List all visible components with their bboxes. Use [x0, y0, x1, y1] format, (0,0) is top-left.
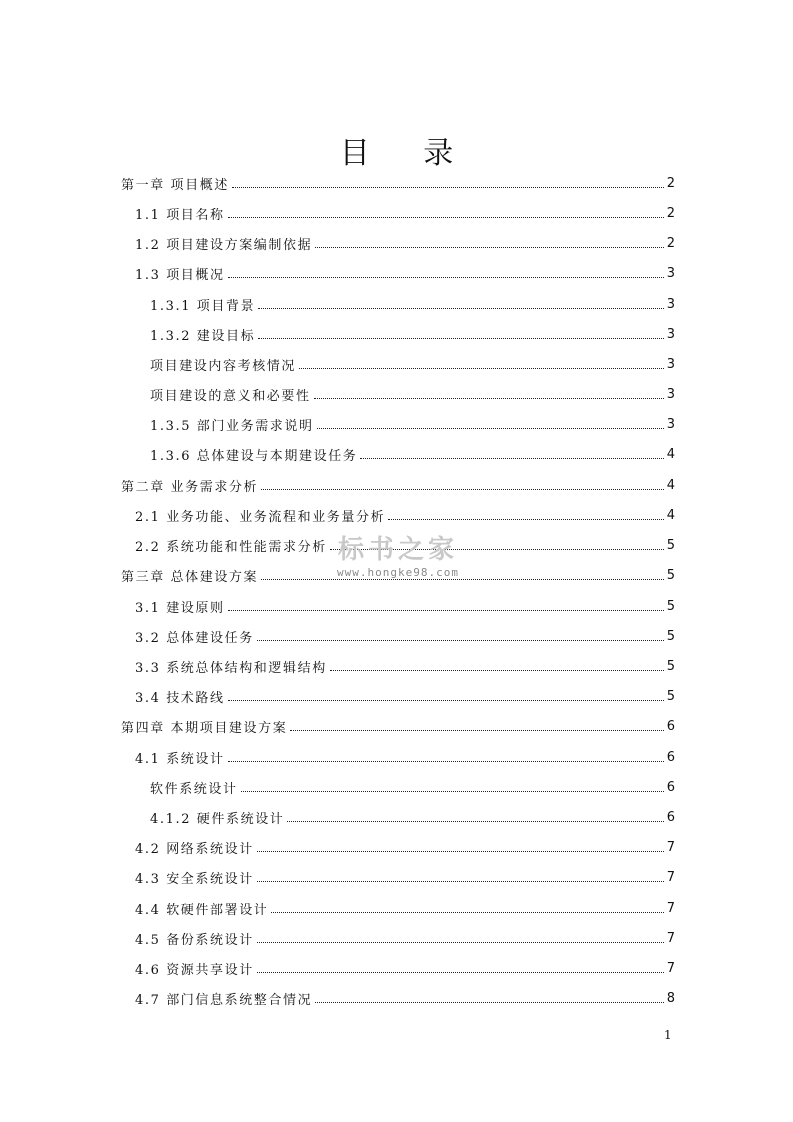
dot-leader — [299, 368, 664, 369]
toc-entry-page: 6 — [666, 718, 675, 734]
toc-entry-chapter-2[interactable] — [121, 470, 675, 500]
toc-entry-label: 1.3 项目概况 — [135, 267, 225, 283]
dot-leader — [228, 277, 664, 278]
toc-entry-chapter-1[interactable] — [121, 168, 675, 198]
dot-leader — [290, 730, 663, 731]
toc-entry-page: 6 — [666, 749, 675, 765]
toc-entry-label: 1.2 项目建设方案编制依据 — [135, 237, 313, 253]
toc-entry-4-1-1[interactable] — [150, 772, 675, 802]
dot-leader — [315, 247, 664, 248]
toc-entry-4-2[interactable] — [135, 832, 675, 862]
toc-entry-chapter-4[interactable] — [121, 711, 675, 741]
toc-entry-label: 1.1 项目名称 — [135, 207, 225, 223]
toc-entry-1-3-2[interactable] — [150, 319, 675, 349]
toc-entry-page: 2 — [666, 175, 675, 191]
toc-entry-3-1[interactable] — [135, 591, 675, 621]
toc-title: 目 录 — [339, 136, 476, 171]
toc-entry-label: 3.1 建设原则 — [135, 600, 225, 616]
toc-entry-3-2[interactable] — [135, 621, 675, 651]
dot-leader — [388, 519, 664, 520]
toc-entry-1-3-5[interactable] — [150, 409, 675, 439]
toc-entry-page: 5 — [666, 567, 675, 583]
dot-leader — [228, 700, 664, 701]
dot-leader — [258, 338, 664, 339]
toc-entry-label: 1.3.1 项目背景 — [150, 298, 256, 314]
toc-entry-page: 3 — [666, 356, 675, 372]
toc-entry-1-2[interactable] — [135, 228, 675, 258]
toc-entry-page: 7 — [666, 930, 675, 946]
toc-entry-4-7[interactable] — [135, 983, 675, 1013]
page-number: 1 — [664, 1028, 672, 1042]
toc-entry-3-3[interactable] — [135, 651, 675, 681]
toc-entry-2-2[interactable] — [135, 530, 675, 560]
dot-leader — [314, 398, 664, 399]
toc-entry-page: 8 — [666, 990, 675, 1006]
toc-entry-label: 4.6 资源共享设计 — [135, 962, 254, 978]
dot-leader — [257, 881, 664, 882]
toc-entry-page: 3 — [666, 326, 675, 342]
toc-entry-page: 7 — [666, 960, 675, 976]
toc-entry-1-1[interactable] — [135, 198, 675, 228]
toc-entry-label: 4.5 备份系统设计 — [135, 932, 254, 948]
toc-entry-page: 4 — [666, 477, 675, 493]
toc-entry-2-1[interactable] — [135, 500, 675, 530]
toc-entry-4-3[interactable] — [135, 862, 675, 892]
toc-entry-chapter-3[interactable] — [121, 560, 675, 590]
dot-leader — [317, 428, 664, 429]
dot-leader — [257, 640, 664, 641]
toc-entry-page: 3 — [666, 296, 675, 312]
dot-leader — [257, 942, 664, 943]
toc-entry-label: 4.2 网络系统设计 — [135, 841, 254, 857]
toc-entry-1-3-6[interactable] — [150, 439, 675, 469]
toc-entry-label: 1.3.5 部门业务需求说明 — [150, 418, 314, 434]
toc-entry-page: 7 — [666, 839, 675, 855]
toc-entry-4-1-2[interactable] — [150, 802, 675, 832]
toc-entry-page: 5 — [666, 628, 675, 644]
toc-entry-4-4[interactable] — [135, 893, 675, 923]
toc-entry-4-5[interactable] — [135, 923, 675, 953]
toc-entry-label: 2.1 业务功能、业务流程和业务量分析 — [135, 509, 386, 525]
toc-entry-label: 4.7 部门信息系统整合情况 — [135, 992, 313, 1008]
watermark-logo: 标书之家 — [337, 535, 458, 565]
toc-entry-page: 2 — [666, 205, 675, 221]
toc-entry-page: 3 — [666, 416, 675, 432]
watermark-url: www.hongke98.com — [318, 566, 478, 579]
dot-leader — [287, 821, 663, 822]
toc-entry-1-3[interactable] — [135, 258, 675, 288]
toc-entry-page: 3 — [666, 265, 675, 281]
toc-entry-page: 6 — [666, 809, 675, 825]
dot-leader — [241, 791, 664, 792]
toc-entry-label: 2.2 系统功能和性能需求分析 — [135, 539, 327, 555]
toc-entry-page: 5 — [666, 537, 675, 553]
dot-leader — [271, 912, 663, 913]
toc-entry-label: 3.3 系统总体结构和逻辑结构 — [135, 660, 327, 676]
toc-entry-label: 4.4 软硬件部署设计 — [135, 902, 269, 918]
toc-entry-label: 1.3.2 建设目标 — [150, 328, 256, 344]
toc-entry-page: 5 — [666, 658, 675, 674]
dot-leader — [257, 972, 664, 973]
toc-entry-label: 3.2 总体建设任务 — [135, 630, 254, 646]
toc-entry-page: 6 — [666, 779, 675, 795]
toc-entry-label: 4.1 系统设计 — [135, 751, 225, 767]
dot-leader — [315, 1002, 664, 1003]
toc-entry-1-3-1[interactable] — [150, 289, 675, 319]
toc-entry-page: 2 — [666, 235, 675, 251]
toc-entry-4-6[interactable] — [135, 953, 675, 983]
dot-leader — [330, 549, 664, 550]
toc-entry-page: 5 — [666, 598, 675, 614]
toc-entry-label: 项目建设内容考核情况 — [150, 358, 297, 374]
toc-entry-4-1[interactable] — [135, 742, 675, 772]
toc-entry-label: 软件系统设计 — [150, 781, 238, 797]
toc-entry-page: 3 — [666, 386, 675, 402]
dot-leader — [258, 308, 664, 309]
toc-entry-label: 3.4 技术路线 — [135, 690, 225, 706]
toc-entry-page: 5 — [666, 688, 675, 704]
toc-entry-page: 7 — [666, 900, 675, 916]
dot-leader — [228, 217, 664, 218]
dot-leader — [232, 187, 664, 188]
toc-entry-page: 4 — [666, 446, 675, 462]
toc-entry-page: 4 — [666, 507, 675, 523]
dot-leader — [261, 489, 664, 490]
dot-leader — [360, 458, 663, 459]
toc-entry-page: 7 — [666, 869, 675, 885]
toc-entry-label: 1.3.6 总体建设与本期建设任务 — [150, 448, 358, 464]
toc-entry-label: 第四章 本期项目建设方案 — [121, 720, 288, 736]
dot-leader — [228, 610, 664, 611]
toc-entry-1-3-4[interactable] — [150, 379, 675, 409]
dot-leader — [261, 579, 664, 580]
toc-entry-label: 第三章 总体建设方案 — [121, 569, 259, 585]
toc-entry-3-4[interactable] — [135, 681, 675, 711]
toc-entry-label: 项目建设的意义和必要性 — [150, 388, 311, 404]
dot-leader — [330, 670, 664, 671]
toc-entry-label: 第一章 项目概述 — [121, 177, 229, 193]
dot-leader — [257, 851, 664, 852]
toc-entry-label: 4.1.2 硬件系统设计 — [150, 811, 285, 827]
toc-entry-label: 4.3 安全系统设计 — [135, 871, 254, 887]
toc-entry-label: 第二章 业务需求分析 — [121, 479, 259, 495]
dot-leader — [228, 761, 664, 762]
toc-entry-1-3-3[interactable] — [150, 349, 675, 379]
